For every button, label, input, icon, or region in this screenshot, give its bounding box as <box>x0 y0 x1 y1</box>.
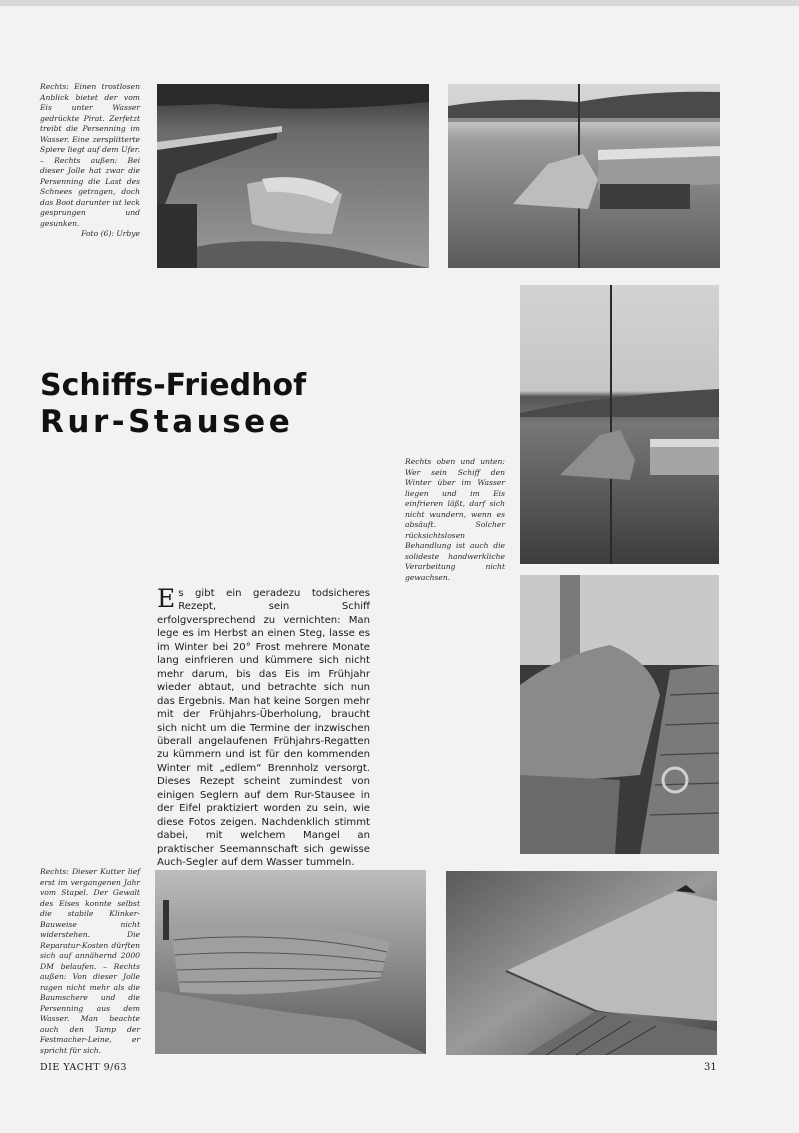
title-line-1: Schiffs-Friedhof <box>40 368 307 403</box>
scan-edge <box>0 0 799 6</box>
caption-middle-right-text: Rechts oben und unten: Wer sein Schiff den Winter über im Wasser liegen und im Eis einfrieren läßt, darf sich nicht wundern, wenn es absäuft. Solcher rücksichtslosen Behandlung ist auch die solideste handwerkliche Verarbeitung nicht gewachsen. <box>405 457 505 582</box>
article-body <box>157 584 370 870</box>
caption-bottom-left <box>40 867 140 1056</box>
caption-middle-right <box>405 457 505 583</box>
photo-sailboat-mast <box>520 285 719 564</box>
photo-sunken-pirate <box>157 84 429 268</box>
drop-cap: E <box>157 584 176 613</box>
caption-bottom-left-text: Rechts: Dieser Kutter lief erst im vergangenen Jahr vom Stapel. Der Gewalt des Eises konnte selbst die stabile Klinker-Bauweise nicht widerstehen. Die Reparatur-Kosten dürften sich auf annähernd 2000 DM belaufen. – Rechts außen: Von dieser Jolle ragen nicht mehr als die Baumschere und die Persenning aus dem Wasser. Man beachte auch den Tamp der Festmacher-Leine, er spricht für sich. <box>40 867 140 1055</box>
title-line-2: Rur-Stausee <box>40 404 294 440</box>
photo-jolle-underwater <box>446 871 717 1055</box>
photo-jolle-dock <box>448 84 720 268</box>
photo-credit: Foto (6): Urbye <box>81 229 140 238</box>
article-text: s gibt ein geradezu todsicheres Rezept, sein Schiff erfolgversprechend zu vernichten: Man lege es im Herbst an einen Steg, lasse es im Winter bei 20° Frost mehrere Monate lang einfrieren und kümmere sich nicht mehr darum, bis das Eis im Frühjahr wieder abtaut, und betrachte sich nun das Ergebnis. Man hat keine Sorgen mehr mit der Frühjahrs-Überholung, braucht sich nicht um die Termine der inzwischen überall angelaufenen Frühjahrs-Regatten zu kümmern und ist für den kommenden Winter mit „edlem“ Brennholz versorgt. Dieses Rezept scheint zumindest von einigen Seglern auf dem Rur-Stausee in der Eifel praktiziert worden zu sein, wie diese Fotos zeigen. Nachdenklich stimmt dabei, mit welchem Mangel an praktischer Seemannschaft sich gewisse Auch-Segler auf dem Wasser tummeln. <box>157 588 370 869</box>
photo-kutter-clinker <box>155 870 426 1054</box>
page-number: 31 <box>704 1062 717 1073</box>
magazine-issue: DIE YACHT 9/63 <box>40 1062 127 1073</box>
article-title <box>40 368 306 440</box>
caption-top-left <box>40 82 140 240</box>
photo-persenning-closeup <box>520 575 719 854</box>
caption-top-left-text: Rechts: Einen trostlosen Anblick bietet der vom Eis unter Wasser gedrückte Pirat. Zerfetzt treibt die Persenning im Wasser. Eine zersplitterte Spiere liegt auf dem Ufer. – Rechts außen: Bei dieser Jolle hat zwar die Persenning die Last des Schnees getragen, doch das Boot darunter ist leck gesprungen und gesunken. <box>40 82 140 228</box>
